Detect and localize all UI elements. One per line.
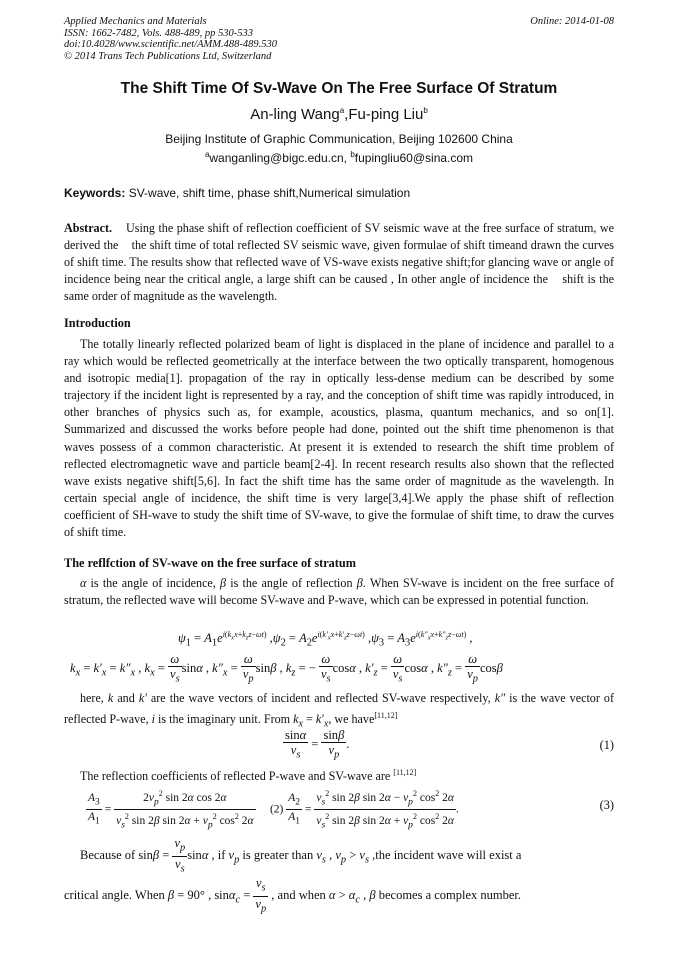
- equation-potential: $\psi_1 = A_1e^{i(k_xx+k_zz-\omega t)}$ $,\psi_2 = A_2e^{i(k'_xx+k'_zz-\omega t)}$ $,\psi_3 = A_3e^{i(k''_xx+k''_zz-\omega t)}$ ,: [178, 630, 473, 649]
- author-1-sup: a: [339, 106, 345, 115]
- email-a: wanganling@bigc.edu.cn,: [209, 151, 351, 165]
- doi-line: doi:10.4028/www.scientific.net/AMM.488-489.530: [64, 39, 277, 50]
- reflection-intro: The reflection coefficients of reflected P-wave and SV-wave are [11,12]: [80, 768, 417, 784]
- keywords: [64, 186, 410, 200]
- equation-1-number: (1): [599, 738, 614, 752]
- intro-paragraph: The totally linearly reflected polarized beam of light is displaced in the plane of incidence and parallel to a ray which would be reflected geometrically at the interface between the two optically transparent, homogenous and isotropic media[1]. propagation of the ray in optically less-dense medium can be described by some trajectory if the incident light is represented by a ray, and the conception of shift time was rapidly introduced, in other branches of physics such as, for example, acoustics, plasma, quantum mechanics, and so on[1]. Summarized and discussed the works before people had done, pointed out the shift time phenomenon is that waves possess of a common characteristic. At present it is extended to research the shift time problem of reflected electromagnetic wave and particle beam[2-4]. In recent research results also shown that the reflected wave exists negative shift[5,6]. In fact the shift time has the same order of magnitude as the wavelength. In certain special angle of incidence, the shift time is very large[3,4].We apply the phase shift of reflection coefficient of SH-wave to study the shift time of SV-wave, to give the formulae of shift time, to draw the curves of shift time.: [64, 337, 614, 540]
- email-b-sup: b: [350, 150, 355, 159]
- equation-wave-vectors: $k_x = k'_x = k''_x$ , $k_x$ = $\frac{\omega}{v_s}$ sinα , $k''_x$ = $\frac{\omega}{v_p}$ sinβ , $k_z$ = − $\frac{\omega}{v_s}$ cosα , $k'_z$ = $\frac{\omega}{v_s}$ cosα , $k''_z$ = $\frac{\omega}{v_p}$ cosβ: [70, 652, 503, 685]
- keywords-text: SV-wave, shift time, phase shift,Numerical simulation: [125, 186, 411, 200]
- equation-2: $\frac{A_3}{A_1}$ = $\frac{2v_p^2 \sin 2\alpha \cos 2\alpha}{v_s^2 \sin 2\beta \sin 2\alpha + v_p^2 \cos^2 2\alpha}$ (2) $\frac{A_2}{A_1}$ = $\frac{v_s^2 \sin 2\beta \sin 2\alpha - v_p^2 \cos^2 2\alpha}{v_s^2 \sin 2\beta \sin 2\alpha + v_p^2 \cos^2 2\alpha}$ .: [88, 789, 459, 831]
- author-line: [0, 106, 678, 123]
- email-line: [0, 150, 678, 165]
- affiliation: Beijing Institute of Graphic Communication, Beijing 102600 China: [165, 132, 513, 146]
- issn-line: ISSN: 1662-7482, Vols. 488-489, pp 530-533: [64, 27, 253, 39]
- section2-paragraph: α is the angle of incidence, β is the angle of reflection β. When SV-wave is incident on the free surface of stratum, the reflected wave will become SV-wave and P-wave, which can be expressed in potential function.: [64, 576, 614, 608]
- online-date: Online: 2014-01-08: [530, 16, 614, 27]
- abstract-text: Using the phase shift of reflection coefficient of SV seismic wave at the free surface of stratum, we derived the the shift time of total reflected SV seismic wave, given formulae of shift timeand drawn the curves of shift time. The results show that reflected wave of VS-wave exists negative shift;for glancing wave or angle of incidence being near the critical angle, a large shift can be caused , In other angle of incidence the shift is the same order of magnitude as the wavelength.: [64, 221, 618, 304]
- intro-heading: Introduction: [64, 316, 131, 330]
- critical-angle-line: critical angle. When β = 90° , sinα$_c$ = $\frac{v_s}{v_p}$ , and when $\alpha > \alpha_c$ , β becomes a complex number.: [64, 876, 522, 914]
- abstract-label: Abstract.: [64, 221, 113, 235]
- equation-1: $\frac{\sin\alpha}{v_s}$ = $\frac{\sin\beta}{v_p}$ .: [285, 728, 350, 761]
- paper-title: The Shift Time Of Sv-Wave On The Free Surface Of Stratum: [120, 80, 558, 97]
- equation-3-number: (3): [599, 798, 614, 812]
- abstract: [64, 220, 618, 305]
- email-b: fupingliu60@sina.com: [354, 151, 474, 165]
- here-paragraph: here, k and k′ are the wave vectors of incident and reflected SV-wave respectively, k″ is the wave vector of reflected P-wave, i is the imaginary unit. From $k_x = k'_x$, we have[11,12]: [64, 691, 615, 730]
- email-a-sup: a: [204, 150, 210, 159]
- section2-heading: The reflfction of SV-wave on the free surface of stratum: [64, 556, 356, 570]
- copyright-line: © 2014 Trans Tech Publications Ltd, Switzerland: [64, 50, 272, 62]
- because-line: Because of sinβ = $\frac{v_p}{v_s}$ sinα , if $v_p$ is greater than $v_s$ , $v_p > v_s$ ,the incident wave will exist a: [80, 836, 522, 874]
- author-2-sup: b: [423, 106, 428, 115]
- journal-header: [64, 16, 277, 62]
- equation-2-number: (2): [269, 803, 284, 816]
- author-separator: ,: [344, 106, 349, 123]
- journal-name: Applied Mechanics and Materials: [64, 16, 207, 27]
- keywords-label: Keywords:: [64, 186, 126, 200]
- author-2: Fu-ping Liu: [348, 106, 424, 123]
- author-1: An-ling Wang: [250, 106, 340, 123]
